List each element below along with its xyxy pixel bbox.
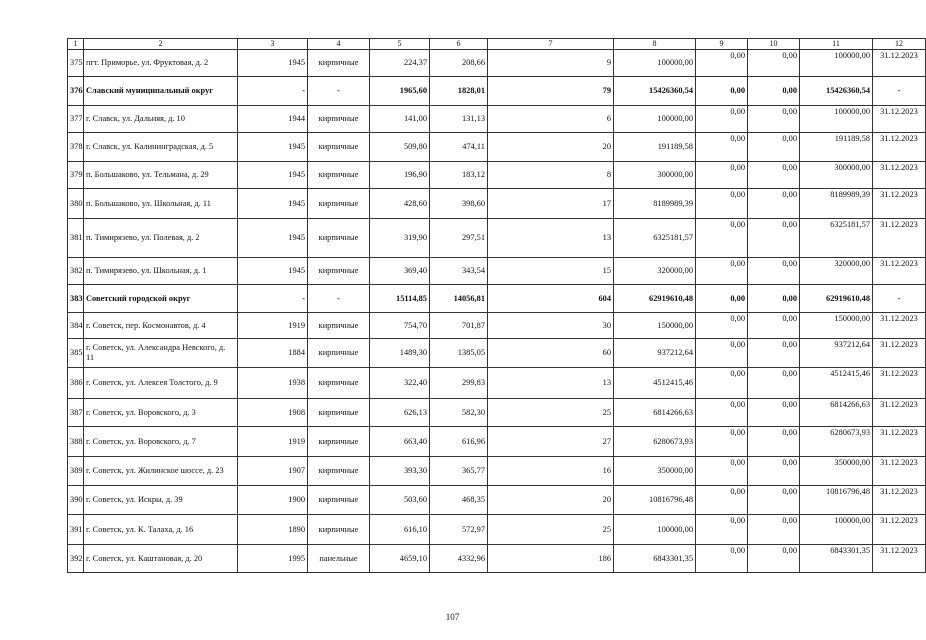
cell-living-area: 582,30: [430, 399, 488, 427]
cell-build-year: 1908: [238, 399, 308, 427]
cell-build-year: 1945: [238, 219, 308, 258]
cell-build-year: -: [238, 285, 308, 313]
cell-address: п. Большаково, ул. Школьная, д. 11: [84, 189, 238, 219]
column-header: 2: [84, 39, 238, 50]
cell-cost-total: 150000,00: [614, 313, 696, 339]
cell-living-area: 299,83: [430, 368, 488, 399]
cell-wall-material: кирпичные: [308, 258, 370, 285]
cell-cost-owner: 6843301,35: [800, 545, 873, 573]
cell-wall-material: кирпичные: [308, 427, 370, 457]
cell-cost-other: 0,00: [748, 77, 800, 106]
cell-cost-fund: 0,00: [696, 368, 748, 399]
cell-residents: 13: [488, 368, 614, 399]
cell-cost-total: 191189,58: [614, 133, 696, 162]
cell-residents: 16: [488, 457, 614, 486]
page-number: 107: [445, 612, 460, 622]
cell-total-area: 1489,30: [370, 339, 430, 368]
cell-row-number: 386: [68, 368, 84, 399]
table-row: [68, 486, 926, 515]
cell-total-area: 616,10: [370, 515, 430, 545]
column-header: 9: [696, 39, 748, 50]
cell-row-number: 381: [68, 219, 84, 258]
cell-address: г. Славск, ул. Дальняя, д. 10: [84, 106, 238, 133]
cell-residents: 186: [488, 545, 614, 573]
cell-address: г. Советск, ул. Воровского, д. 7: [84, 427, 238, 457]
cell-total-area: 322,40: [370, 368, 430, 399]
cell-row-number: 377: [68, 106, 84, 133]
cell-cost-owner: 6325181,57: [800, 219, 873, 258]
cell-cost-fund: 0,00: [696, 545, 748, 573]
cell-total-area: 141,00: [370, 106, 430, 133]
cell-cost-fund: 0,00: [696, 399, 748, 427]
cell-wall-material: кирпичные: [308, 368, 370, 399]
cell-row-number: 376: [68, 77, 84, 106]
cell-completion-date: 31.12.2023: [873, 427, 926, 457]
housing-repair-table: [67, 38, 926, 573]
cell-build-year: 1919: [238, 313, 308, 339]
cell-cost-fund: 0,00: [696, 427, 748, 457]
cell-cost-other: 0,00: [748, 545, 800, 573]
cell-residents: 8: [488, 162, 614, 189]
cell-total-area: 428,60: [370, 189, 430, 219]
cell-row-number: 385: [68, 339, 84, 368]
table-row: [68, 368, 926, 399]
cell-build-year: 1890: [238, 515, 308, 545]
cell-completion-date: 31.12.2023: [873, 258, 926, 285]
cell-cost-total: 15426360,54: [614, 77, 696, 106]
cell-total-area: 224,37: [370, 50, 430, 77]
cell-build-year: 1995: [238, 545, 308, 573]
cell-completion-date: 31.12.2023: [873, 219, 926, 258]
cell-total-area: 393,30: [370, 457, 430, 486]
cell-total-area: 15114,85: [370, 285, 430, 313]
cell-build-year: 1907: [238, 457, 308, 486]
cell-wall-material: -: [308, 77, 370, 106]
cell-cost-other: 0,00: [748, 427, 800, 457]
column-header: 6: [430, 39, 488, 50]
table-row: [68, 258, 926, 285]
cell-row-number: 392: [68, 545, 84, 573]
cell-cost-total: 10816796,48: [614, 486, 696, 515]
cell-address: г. Советск, ул. Алексея Толстого, д. 9: [84, 368, 238, 399]
cell-cost-total: 4512415,46: [614, 368, 696, 399]
cell-residents: 13: [488, 219, 614, 258]
column-header: 10: [748, 39, 800, 50]
cell-cost-owner: 150000,00: [800, 313, 873, 339]
cell-cost-other: 0,00: [748, 368, 800, 399]
cell-row-number: 375: [68, 50, 84, 77]
cell-build-year: 1919: [238, 427, 308, 457]
cell-total-area: 626,13: [370, 399, 430, 427]
cell-address: г. Советск, ул. Жилинское шоссе, д. 23: [84, 457, 238, 486]
cell-wall-material: кирпичные: [308, 219, 370, 258]
cell-cost-owner: 15426360,54: [800, 77, 873, 106]
cell-completion-date: -: [873, 77, 926, 106]
cell-cost-owner: 6280673,93: [800, 427, 873, 457]
table-row: [68, 313, 926, 339]
cell-total-area: 196,90: [370, 162, 430, 189]
cell-cost-other: 0,00: [748, 457, 800, 486]
cell-cost-owner: 937212,64: [800, 339, 873, 368]
cell-row-number: 383: [68, 285, 84, 313]
cell-build-year: -: [238, 77, 308, 106]
table-row: [68, 545, 926, 573]
cell-total-area: 1965,60: [370, 77, 430, 106]
column-header: 11: [800, 39, 873, 50]
cell-completion-date: 31.12.2023: [873, 457, 926, 486]
cell-completion-date: 31.12.2023: [873, 368, 926, 399]
cell-completion-date: 31.12.2023: [873, 486, 926, 515]
cell-living-area: 1828,01: [430, 77, 488, 106]
cell-cost-other: 0,00: [748, 285, 800, 313]
cell-wall-material: кирпичные: [308, 339, 370, 368]
cell-build-year: 1944: [238, 106, 308, 133]
cell-completion-date: -: [873, 285, 926, 313]
cell-row-number: 382: [68, 258, 84, 285]
cell-completion-date: 31.12.2023: [873, 339, 926, 368]
cell-completion-date: 31.12.2023: [873, 106, 926, 133]
cell-cost-owner: 300000,00: [800, 162, 873, 189]
cell-build-year: 1945: [238, 258, 308, 285]
cell-residents: 25: [488, 399, 614, 427]
cell-cost-fund: 0,00: [696, 133, 748, 162]
cell-row-number: 384: [68, 313, 84, 339]
table-row: [68, 106, 926, 133]
cell-cost-other: 0,00: [748, 313, 800, 339]
cell-residents: 79: [488, 77, 614, 106]
cell-residents: 25: [488, 515, 614, 545]
cell-address: г. Советск, пер. Космонавтов, д. 4: [84, 313, 238, 339]
cell-cost-owner: 10816796,48: [800, 486, 873, 515]
cell-completion-date: 31.12.2023: [873, 133, 926, 162]
column-header: 12: [873, 39, 926, 50]
cell-cost-owner: 100000,00: [800, 50, 873, 77]
cell-address: пгт. Приморье, ул. Фруктовая, д. 2: [84, 50, 238, 77]
cell-row-number: 390: [68, 486, 84, 515]
cell-build-year: 1945: [238, 162, 308, 189]
cell-cost-owner: 320000,00: [800, 258, 873, 285]
cell-cost-total: 6843301,35: [614, 545, 696, 573]
column-header: 1: [68, 39, 84, 50]
cell-cost-fund: 0,00: [696, 285, 748, 313]
cell-build-year: 1945: [238, 133, 308, 162]
cell-residents: 30: [488, 313, 614, 339]
cell-wall-material: кирпичные: [308, 162, 370, 189]
cell-cost-total: 100000,00: [614, 515, 696, 545]
cell-residents: 27: [488, 427, 614, 457]
cell-total-area: 319,90: [370, 219, 430, 258]
cell-cost-fund: 0,00: [696, 50, 748, 77]
subtotal-row: [68, 77, 926, 106]
cell-living-area: 1385,05: [430, 339, 488, 368]
cell-address: п. Тимирязево, ул. Школьная, д. 1: [84, 258, 238, 285]
cell-completion-date: 31.12.2023: [873, 399, 926, 427]
cell-cost-fund: 0,00: [696, 258, 748, 285]
cell-living-area: 365,77: [430, 457, 488, 486]
table-row: [68, 162, 926, 189]
cell-build-year: 1884: [238, 339, 308, 368]
cell-total-area: 4659,10: [370, 545, 430, 573]
cell-address: п. Большаково, ул. Тельмана, д. 29: [84, 162, 238, 189]
cell-cost-total: 320000,00: [614, 258, 696, 285]
table-row: [68, 457, 926, 486]
cell-living-area: 398,60: [430, 189, 488, 219]
cell-build-year: 1900: [238, 486, 308, 515]
table-row: [68, 219, 926, 258]
cell-wall-material: кирпичные: [308, 457, 370, 486]
column-header: 5: [370, 39, 430, 50]
cell-living-area: 131,13: [430, 106, 488, 133]
cell-cost-total: 937212,64: [614, 339, 696, 368]
table-row: [68, 399, 926, 427]
table-row: [68, 427, 926, 457]
cell-cost-fund: 0,00: [696, 162, 748, 189]
cell-living-area: 297,51: [430, 219, 488, 258]
cell-completion-date: 31.12.2023: [873, 545, 926, 573]
cell-residents: 20: [488, 486, 614, 515]
cell-cost-total: 100000,00: [614, 106, 696, 133]
cell-cost-fund: 0,00: [696, 106, 748, 133]
cell-wall-material: -: [308, 285, 370, 313]
cell-address: Советский городской округ: [84, 285, 238, 313]
cell-build-year: 1945: [238, 189, 308, 219]
cell-cost-owner: 62919610,48: [800, 285, 873, 313]
cell-residents: 60: [488, 339, 614, 368]
table-row: [68, 189, 926, 219]
cell-cost-other: 0,00: [748, 133, 800, 162]
cell-wall-material: кирпичные: [308, 486, 370, 515]
cell-cost-owner: 8189989,39: [800, 189, 873, 219]
cell-cost-owner: 4512415,46: [800, 368, 873, 399]
cell-completion-date: 31.12.2023: [873, 162, 926, 189]
cell-cost-owner: 350000,00: [800, 457, 873, 486]
cell-cost-other: 0,00: [748, 162, 800, 189]
cell-address: п. Тимирязево, ул. Полевая, д. 2: [84, 219, 238, 258]
cell-living-area: 14056,81: [430, 285, 488, 313]
cell-address: г. Советск, ул. Каштановая, д. 20: [84, 545, 238, 573]
cell-row-number: 389: [68, 457, 84, 486]
cell-residents: 6: [488, 106, 614, 133]
cell-cost-total: 8189989,39: [614, 189, 696, 219]
cell-address: г. Советск, ул. Воровского, д. 3: [84, 399, 238, 427]
column-header: 3: [238, 39, 308, 50]
cell-residents: 20: [488, 133, 614, 162]
cell-wall-material: кирпичные: [308, 189, 370, 219]
table-row: [68, 515, 926, 545]
cell-cost-other: 0,00: [748, 339, 800, 368]
cell-wall-material: кирпичные: [308, 313, 370, 339]
cell-cost-total: 6814266,63: [614, 399, 696, 427]
cell-residents: 9: [488, 50, 614, 77]
cell-row-number: 379: [68, 162, 84, 189]
cell-total-area: 754,70: [370, 313, 430, 339]
cell-residents: 15: [488, 258, 614, 285]
cell-cost-fund: 0,00: [696, 515, 748, 545]
table-row: [68, 50, 926, 77]
cell-living-area: 208,66: [430, 50, 488, 77]
cell-living-area: 572,97: [430, 515, 488, 545]
cell-cost-other: 0,00: [748, 258, 800, 285]
cell-build-year: 1945: [238, 50, 308, 77]
cell-cost-fund: 0,00: [696, 219, 748, 258]
cell-cost-fund: 0,00: [696, 486, 748, 515]
cell-wall-material: кирпичные: [308, 515, 370, 545]
column-number-row: [68, 39, 926, 50]
cell-address: г. Советск, ул. Искры, д. 39: [84, 486, 238, 515]
subtotal-row: [68, 285, 926, 313]
cell-living-area: 616,96: [430, 427, 488, 457]
cell-address: г. Советск, ул. К. Талаха, д. 16: [84, 515, 238, 545]
cell-living-area: 701,87: [430, 313, 488, 339]
cell-cost-fund: 0,00: [696, 189, 748, 219]
cell-cost-total: 100000,00: [614, 50, 696, 77]
cell-cost-fund: 0,00: [696, 313, 748, 339]
cell-cost-other: 0,00: [748, 399, 800, 427]
cell-wall-material: кирпичные: [308, 106, 370, 133]
cell-cost-total: 300000,00: [614, 162, 696, 189]
cell-living-area: 4332,96: [430, 545, 488, 573]
cell-cost-other: 0,00: [748, 50, 800, 77]
cell-completion-date: 31.12.2023: [873, 313, 926, 339]
cell-cost-owner: 191189,58: [800, 133, 873, 162]
cell-wall-material: кирпичные: [308, 50, 370, 77]
cell-cost-other: 0,00: [748, 106, 800, 133]
cell-row-number: 380: [68, 189, 84, 219]
cell-cost-other: 0,00: [748, 486, 800, 515]
cell-cost-fund: 0,00: [696, 77, 748, 106]
cell-row-number: 388: [68, 427, 84, 457]
cell-living-area: 468,35: [430, 486, 488, 515]
cell-living-area: 343,54: [430, 258, 488, 285]
cell-living-area: 474,11: [430, 133, 488, 162]
cell-row-number: 391: [68, 515, 84, 545]
cell-completion-date: 31.12.2023: [873, 189, 926, 219]
cell-cost-other: 0,00: [748, 219, 800, 258]
cell-residents: 17: [488, 189, 614, 219]
cell-build-year: 1938: [238, 368, 308, 399]
cell-cost-total: 6280673,93: [614, 427, 696, 457]
cell-living-area: 183,12: [430, 162, 488, 189]
cell-address: Славский муниципальный округ: [84, 77, 238, 106]
cell-wall-material: кирпичные: [308, 133, 370, 162]
cell-total-area: 663,40: [370, 427, 430, 457]
cell-cost-fund: 0,00: [696, 339, 748, 368]
column-header: 7: [488, 39, 614, 50]
cell-row-number: 387: [68, 399, 84, 427]
cell-cost-total: 62919610,48: [614, 285, 696, 313]
table-row: [68, 339, 926, 368]
column-header: 4: [308, 39, 370, 50]
cell-address: г. Советск, ул. Александра Невского, д. 11: [84, 339, 238, 368]
table-row: [68, 133, 926, 162]
cell-cost-total: 350000,00: [614, 457, 696, 486]
cell-cost-other: 0,00: [748, 515, 800, 545]
cell-cost-fund: 0,00: [696, 457, 748, 486]
document-table-container: [67, 38, 918, 573]
cell-wall-material: панельные: [308, 545, 370, 573]
cell-cost-owner: 100000,00: [800, 106, 873, 133]
cell-cost-total: 6325181,57: [614, 219, 696, 258]
cell-cost-owner: 6814266,63: [800, 399, 873, 427]
cell-completion-date: 31.12.2023: [873, 50, 926, 77]
cell-completion-date: 31.12.2023: [873, 515, 926, 545]
cell-cost-other: 0,00: [748, 189, 800, 219]
cell-total-area: 509,80: [370, 133, 430, 162]
cell-residents: 604: [488, 285, 614, 313]
column-header: 8: [614, 39, 696, 50]
cell-total-area: 503,60: [370, 486, 430, 515]
cell-address: г. Славск, ул. Калининградская, д. 5: [84, 133, 238, 162]
cell-wall-material: кирпичные: [308, 399, 370, 427]
cell-cost-owner: 100000,00: [800, 515, 873, 545]
cell-row-number: 378: [68, 133, 84, 162]
cell-total-area: 369,40: [370, 258, 430, 285]
